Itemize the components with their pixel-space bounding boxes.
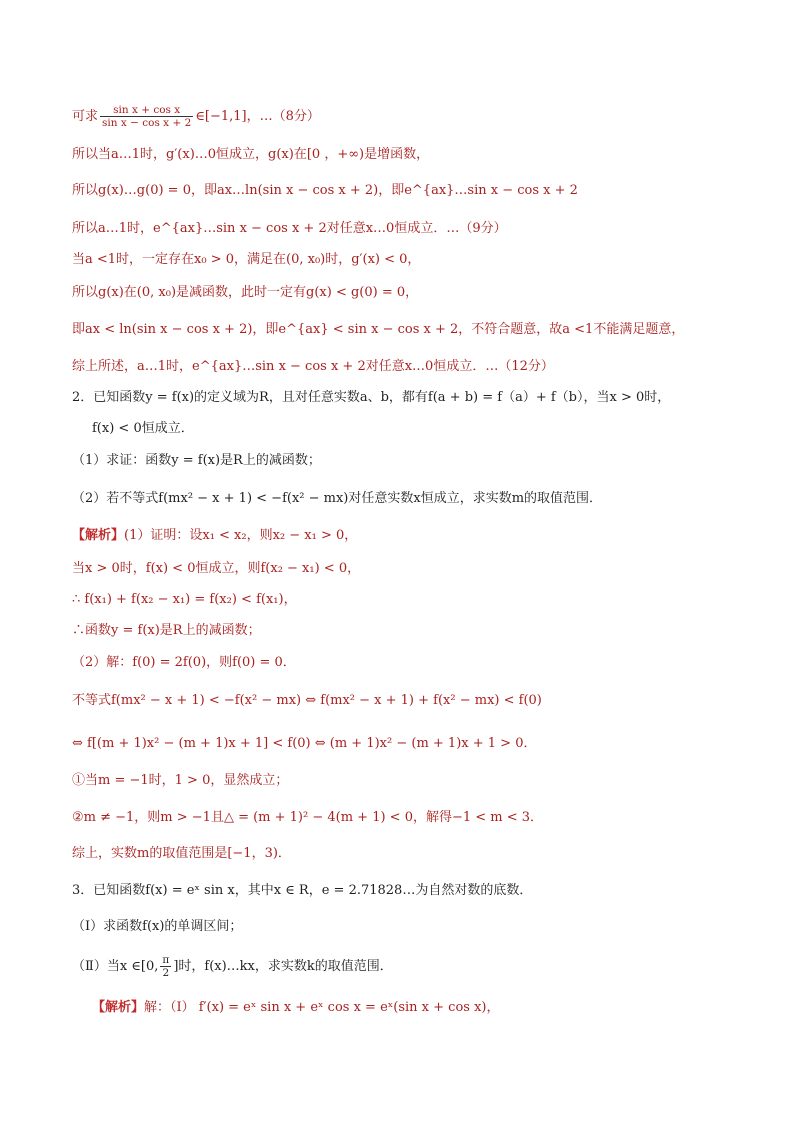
line-3: 所以g(x)…g(0) = 0，即ax…ln(sin x − cos x + 2)，即e^{ax}…sin x − cos x + 2 (72, 183, 578, 198)
solution-2-line-7: ⇔ f[(m + 1)x² − (m + 1)x + 1] < f(0) ⇔ (m + 1)x² − (m + 1)x + 1 > 0． (72, 736, 537, 751)
solution-2-line-8: ①当m = −1时，1 > 0，显然成立； (72, 773, 289, 788)
fraction-numerator: sin x + cos x (100, 104, 193, 117)
problem-3-part-2 (72, 954, 393, 979)
fraction-denominator: sin x − cos x + 2 (102, 117, 192, 129)
problem-2-stem: 2．已知函数y = f(x)的定义域为R，且对任意实数a、b，都有f(a + b) = f（a）+ f（b），当x > 0时， (72, 390, 671, 405)
line-2: 所以当a…1时，g′(x)…0恒成立，g(x)在[0 ，+∞)是增函数， (72, 147, 430, 162)
fraction-denominator: 2 (162, 967, 170, 979)
problem-2-part-1: （1）求证：函数y = f(x)是R上的减函数； (72, 453, 321, 468)
solution-2-line-9: ②m ≠ −1，则m > −1且△ = (m + 1)² − 4(m + 1) < 0，解得−1 < m < 3． (72, 810, 544, 825)
fraction-numerator: π (162, 954, 170, 966)
problem-2-part-2: （2）若不等式f(mx² − x + 1) < −f(x² − mx)对任意实数x恒成立，求实数m的取值范围． (72, 491, 603, 506)
solution-2-line-4: ∴函数y = f(x)是R上的减函数； (72, 623, 261, 638)
analysis-tag: 【解析】 (72, 528, 125, 543)
line-1-prefix: 可求 (72, 109, 99, 124)
problem-3-part-2-suffix: ]时，f(x)…kx，求实数k的取值范围． (173, 959, 393, 974)
problem-3-part-1: （Ⅰ）求函数f(x)的单调区间； (72, 919, 243, 934)
line-1-suffix: ∈[−1,1]，…（8分） (195, 109, 320, 124)
line-5: 当a <1时，一定存在x₀ > 0，满足在(0, x₀)时，g′(x) < 0， (72, 252, 421, 267)
analysis-text: (1）证明：设x₁ < x₂，则x₂ − x₁ > 0， (124, 528, 358, 543)
line-7: 即ax < ln(sin x − cos x + 2)，即e^{ax} < sin x − cos x + 2，不符合题意，故a <1不能满足题意， (72, 322, 685, 337)
analysis-text: 解：（Ⅰ） f′(x) = eˣ sin x + eˣ cos x = eˣ(sin x + cos x)， (144, 1000, 500, 1015)
problem-3-part-2-prefix: （Ⅱ）当x ∈[0, (72, 959, 159, 974)
problem-2-stem-cont: f(x) < 0恒成立． (92, 421, 194, 436)
solution-2-line-2: 当x > 0时，f(x) < 0恒成立，则f(x₂ − x₁) < 0， (72, 561, 361, 576)
solution-2-line-10: 综上，实数m的取值范围是[−1，3)． (72, 846, 291, 861)
solution-3-start (92, 999, 500, 1017)
line-4: 所以a…1时，e^{ax}…sin x − cos x + 2对任意x…0恒成立．…（9分） (72, 221, 507, 236)
fraction-pi-over-2 (160, 954, 171, 979)
solution-2-line-5: （2）解：f(0) = 2f(0)，则f(0) = 0． (72, 655, 296, 670)
line-6: 所以g(x)在(0, x₀)是减函数，此时一定有g(x) < g(0) = 0， (72, 285, 419, 300)
line-8: 综上所述，a…1时，e^{ax}…sin x − cos x + 2对任意x…0恒成立．…（12分） (72, 359, 554, 374)
analysis-tag: 【解析】 (92, 1000, 145, 1015)
line-1 (72, 104, 320, 129)
fraction (100, 104, 193, 129)
solution-2-line-3: ∴ f(x₁) + f(x₂ − x₁) = f(x₂) < f(x₁)， (72, 592, 297, 607)
problem-3-stem: 3．已知函数f(x) = eˣ sin x，其中x ∈ R，e = 2.71828…为自然对数的底数． (72, 883, 533, 898)
solution-2-line-6: 不等式f(mx² − x + 1) < −f(x² − mx) ⇔ f(mx² − x + 1) + f(x² − mx) < f(0) (72, 693, 542, 708)
solution-2-start (72, 527, 357, 545)
